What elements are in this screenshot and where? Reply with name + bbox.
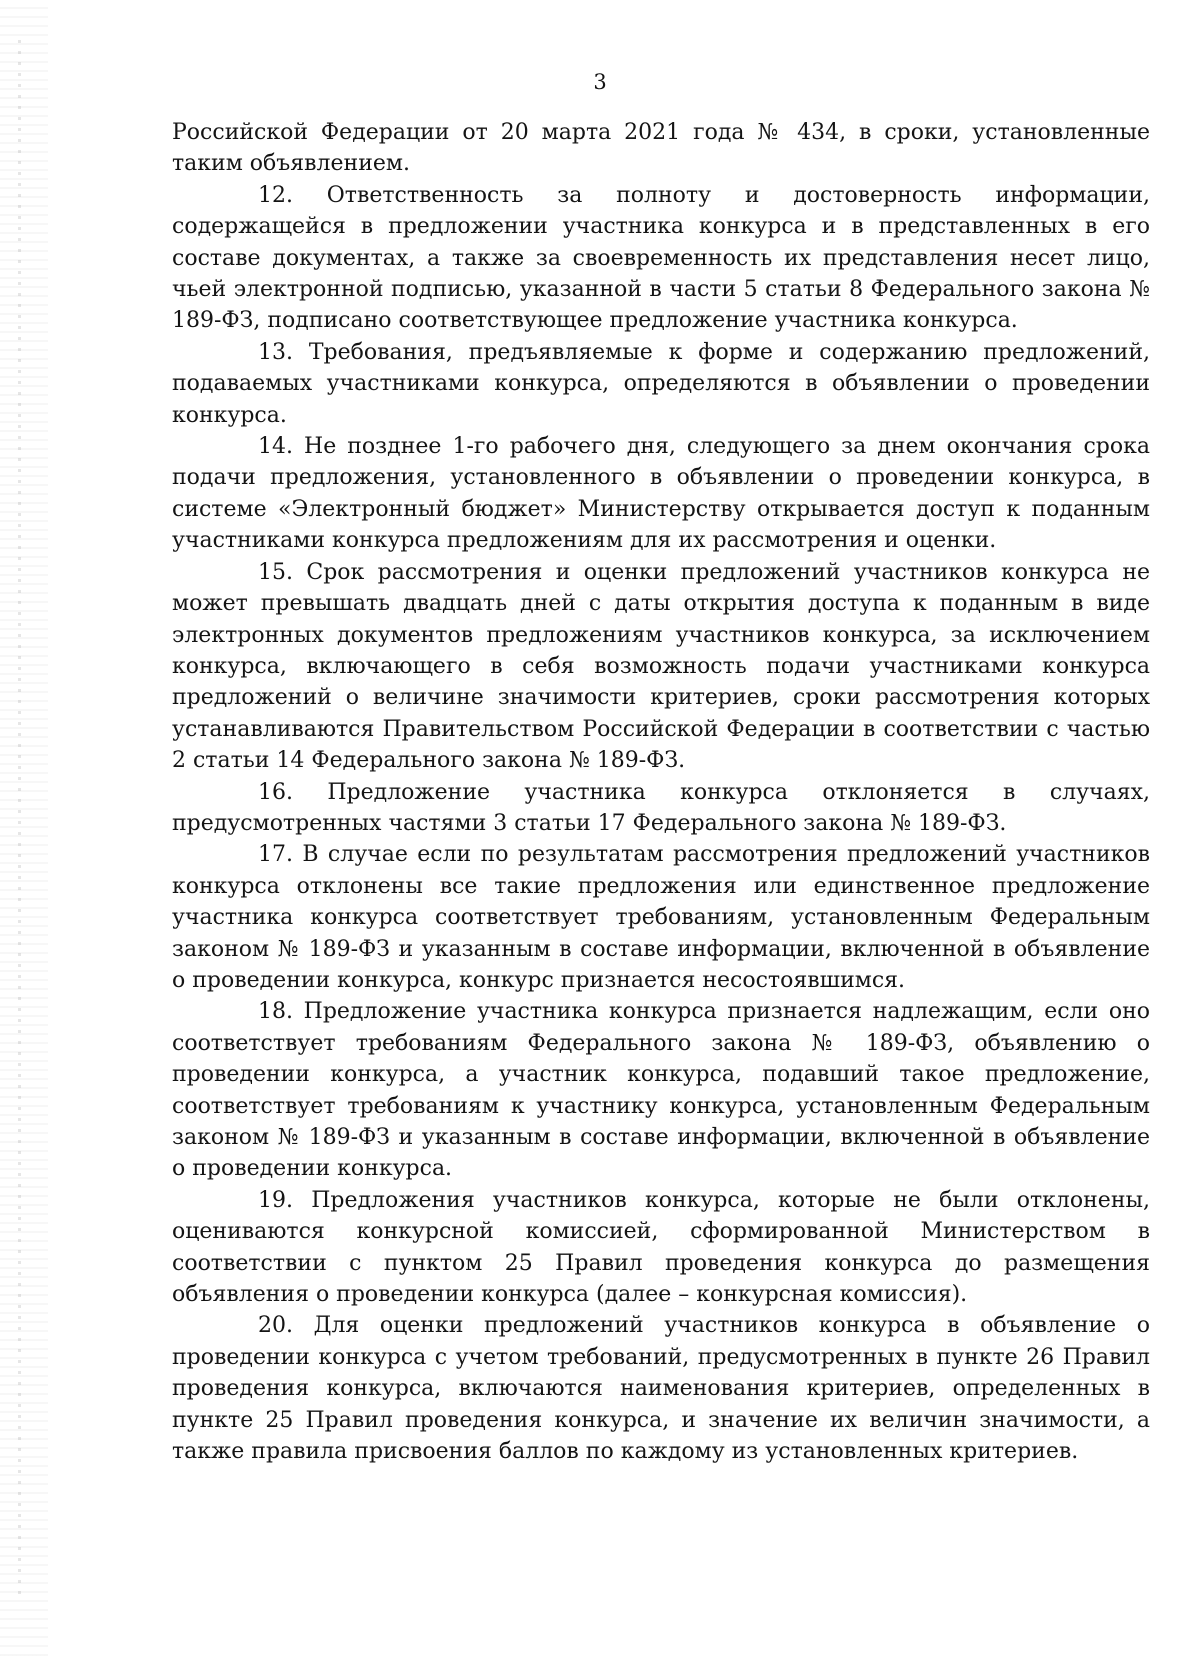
page-number: 3 xyxy=(593,70,607,94)
paragraph-20: 20. Для оценки предложений участников конкурса в объявление о проведении конкурса с учетом требований, предусмотренных в пункте 26 Правил проведения конкурса, включаются наименования критериев, определенных в пункте 25 Правил проведения конкурса, и значение их величин значимости, а также правила присвоения баллов по каждому из установленных критериев. xyxy=(172,1313,1150,1465)
paragraph-17: 17. В случае если по результатам рассмотрения предложений участников конкурса отклонены все такие предложения или единственное предложение участника конкурса соответствует требованиям, установленным Федеральным законом № 189-ФЗ и указанным в составе информации, включенной в объявление о проведении конкурса, конкурс признается несостоявшимся. xyxy=(172,842,1150,993)
scan-edge-artifact xyxy=(0,0,48,1660)
paragraph-18: 18. Предложение участника конкурса признается надлежащим, если оно соответствует требованиям Федерального закона № 189-ФЗ, объявлению о проведении конкурса, а участник конкурса, подавший такое предложение, соответствует требованиям к участнику конкурса, установленным Федеральным законом № 189-ФЗ и указанным в составе информации, включенной в объявление о проведении конкурса. xyxy=(172,999,1150,1182)
paragraph-continuation: Российской Федерации от 20 марта 2021 года № 434, в сроки, установленные таким объявлением. xyxy=(172,120,1150,177)
paragraph-15: 15. Срок рассмотрения и оценки предложений участников конкурса не может превышать двадцать дней с даты открытия доступа к поданным в виде электронных документов предложениям участников конкурса, за исключением конкурса, включающего в себя возможность подачи участниками конкурса предложений о величине значимости критериев, сроки рассмотрения которых устанавливаются Правительством Российской Федерации в соответствии с частью 2 статьи 14 Федерального закона № 189-ФЗ. xyxy=(172,559,1150,774)
paragraph-16: 16. Предложение участника конкурса отклоняется в случаях, предусмотренных частями 3 статьи 17 Федерального закона № 189-ФЗ. xyxy=(172,779,1150,836)
paragraph-12: 12. Ответственность за полноту и достоверность информации, содержащейся в предложении участника конкурса и в представленных в его составе документах, а также за своевременность их представления несет лицо, чьей электронной подписью, указанной в части 5 статьи 8 Федерального закона № 189-ФЗ, подписано соответствующее предложение участника конкурса. xyxy=(172,182,1150,334)
paragraph-14: 14. Не позднее 1-го рабочего дня, следующего за днем окончания срока подачи предложения, установленного в объявлении о проведении конкурса, в системе «Электронный бюджет» Министерству открывается доступ к поданным участниками конкурса предложениям для их рассмотрения и оценки. xyxy=(172,434,1150,554)
paragraph-13: 13. Требования, предъявляемые к форме и содержанию предложений, подаваемых участниками конкурса, определяются в объявлении о проведении конкурса. xyxy=(172,339,1150,428)
document-body xyxy=(172,117,1150,1467)
paragraph-19: 19. Предложения участников конкурса, которые не были отклонены, оцениваются конкурсной комиссией, сформированной Министерством в соответствии с пунктом 25 Правил проведения конкурса до размещения объявления о проведении конкурса (далее – конкурсная комиссия). xyxy=(172,1187,1150,1308)
